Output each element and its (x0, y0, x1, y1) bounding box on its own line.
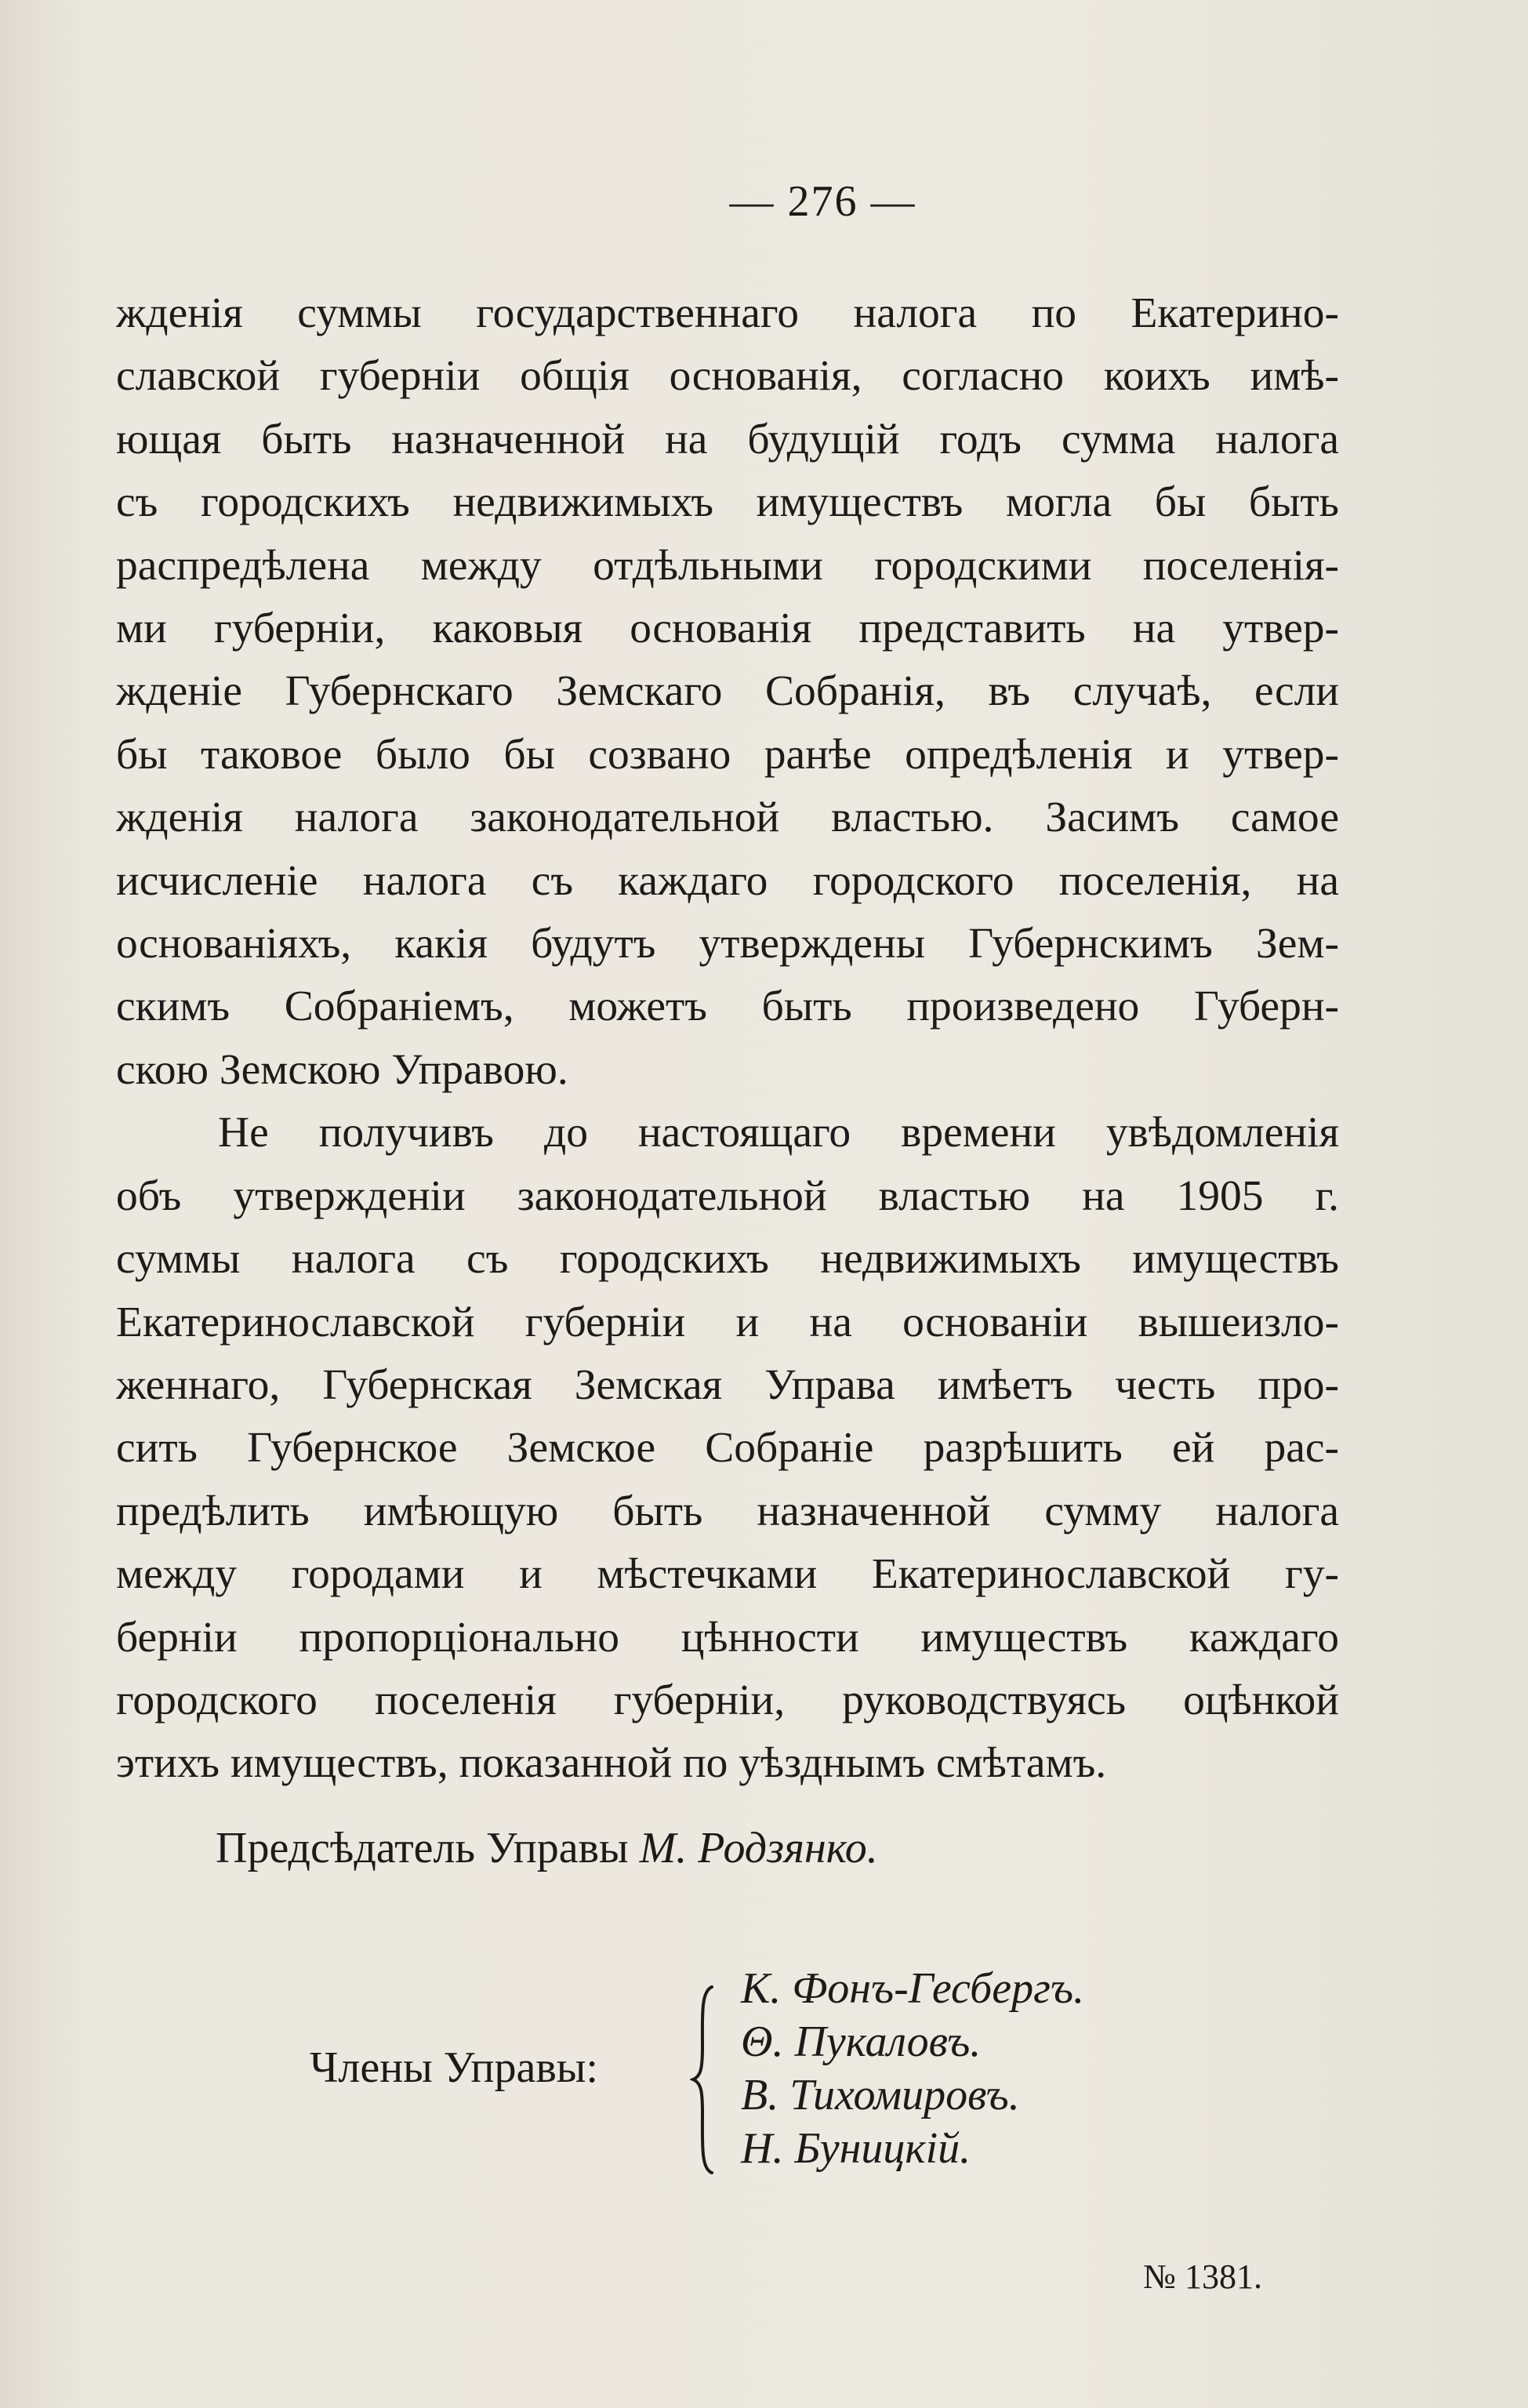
member-name: Н. Буницкій. (741, 2124, 971, 2173)
curly-brace-icon (690, 1984, 721, 2176)
text-line: объ утвержденіи законодательной властью на 1905 г. (116, 1171, 1339, 1220)
text-line: суммы налога съ городскихъ недвижимыхъ имуществъ (116, 1235, 1339, 1284)
text-line: скою Земскою Управою. (116, 1045, 568, 1094)
text-line: ющая быть назначенной на будущій годъ сумма налога (116, 415, 1339, 463)
text-line: распредѣлена между отдѣльными городскими поселенія- (116, 541, 1339, 590)
text-line: съ городскихъ недвижимыхъ имуществъ могла бы быть (116, 478, 1339, 527)
text-line: скимъ Собраніемъ, можетъ быть произведено Губерн- (116, 982, 1339, 1031)
text-line: женнаго, Губернская Земская Управа имѣетъ честь про- (116, 1360, 1339, 1409)
member-name: Θ. Пукаловъ. (741, 2018, 982, 2066)
members-label: Члены Управы: (310, 2043, 598, 2092)
text-line: городского поселенія губерніи, руководствуясь оцѣнкой (116, 1676, 1339, 1724)
member-name: В. Тихомировъ. (741, 2071, 1020, 2119)
text-line: между городами и мѣстечками Екатеринославской гу- (116, 1550, 1339, 1599)
text-line: исчисленіе налога съ каждаго городского поселенія, на (116, 856, 1339, 905)
text-line: славской губерніи общія основанія, согласно коихъ имѣ- (116, 352, 1339, 401)
text-line: Не получивъ до настоящаго времени увѣдомленія (218, 1109, 1339, 1157)
text-line: основаніяхъ, какія будутъ утверждены Губернскимъ Зем- (116, 920, 1339, 968)
member-name: К. Фонъ-Гесбергъ. (741, 1964, 1085, 2013)
text-line: ми губерніи, каковыя основанія представить на утвер- (116, 605, 1339, 653)
body-text (116, 282, 1339, 1796)
text-line: Екатеринославской губерніи и на основаніи вышеизло- (116, 1298, 1339, 1346)
chairman-signature (216, 1823, 878, 1873)
members-list (741, 1962, 1084, 2175)
text-line: бы таковое было бы созвано ранѣе опредѣленія и утвер- (116, 730, 1339, 779)
chairman-name: М. Родзянко. (639, 1824, 878, 1872)
text-line: берніи пропорціонально цѣнности имуществъ каждаго (116, 1613, 1339, 1662)
text-line: сить Губернское Земское Собраніе разрѣшить ей рас- (116, 1424, 1339, 1473)
document-number: № 1381. (1143, 2257, 1262, 2296)
text-line: жденія суммы государственнаго налога по Екатерино- (116, 289, 1339, 337)
text-line: жденіе Губернскаго Земскаго Собранія, въ случаѣ, если (116, 667, 1339, 716)
text-line: этихъ имуществъ, показанной по уѣзднымъ смѣтамъ. (116, 1739, 1107, 1788)
page-number: — 276 — (729, 177, 916, 226)
text-line: предѣлить имѣющую быть назначенной сумму налога (116, 1487, 1339, 1535)
chairman-label: Предсѣдатель Управы (216, 1824, 629, 1872)
text-line: жденія налога законодательной властью. Засимъ самое (116, 794, 1339, 842)
